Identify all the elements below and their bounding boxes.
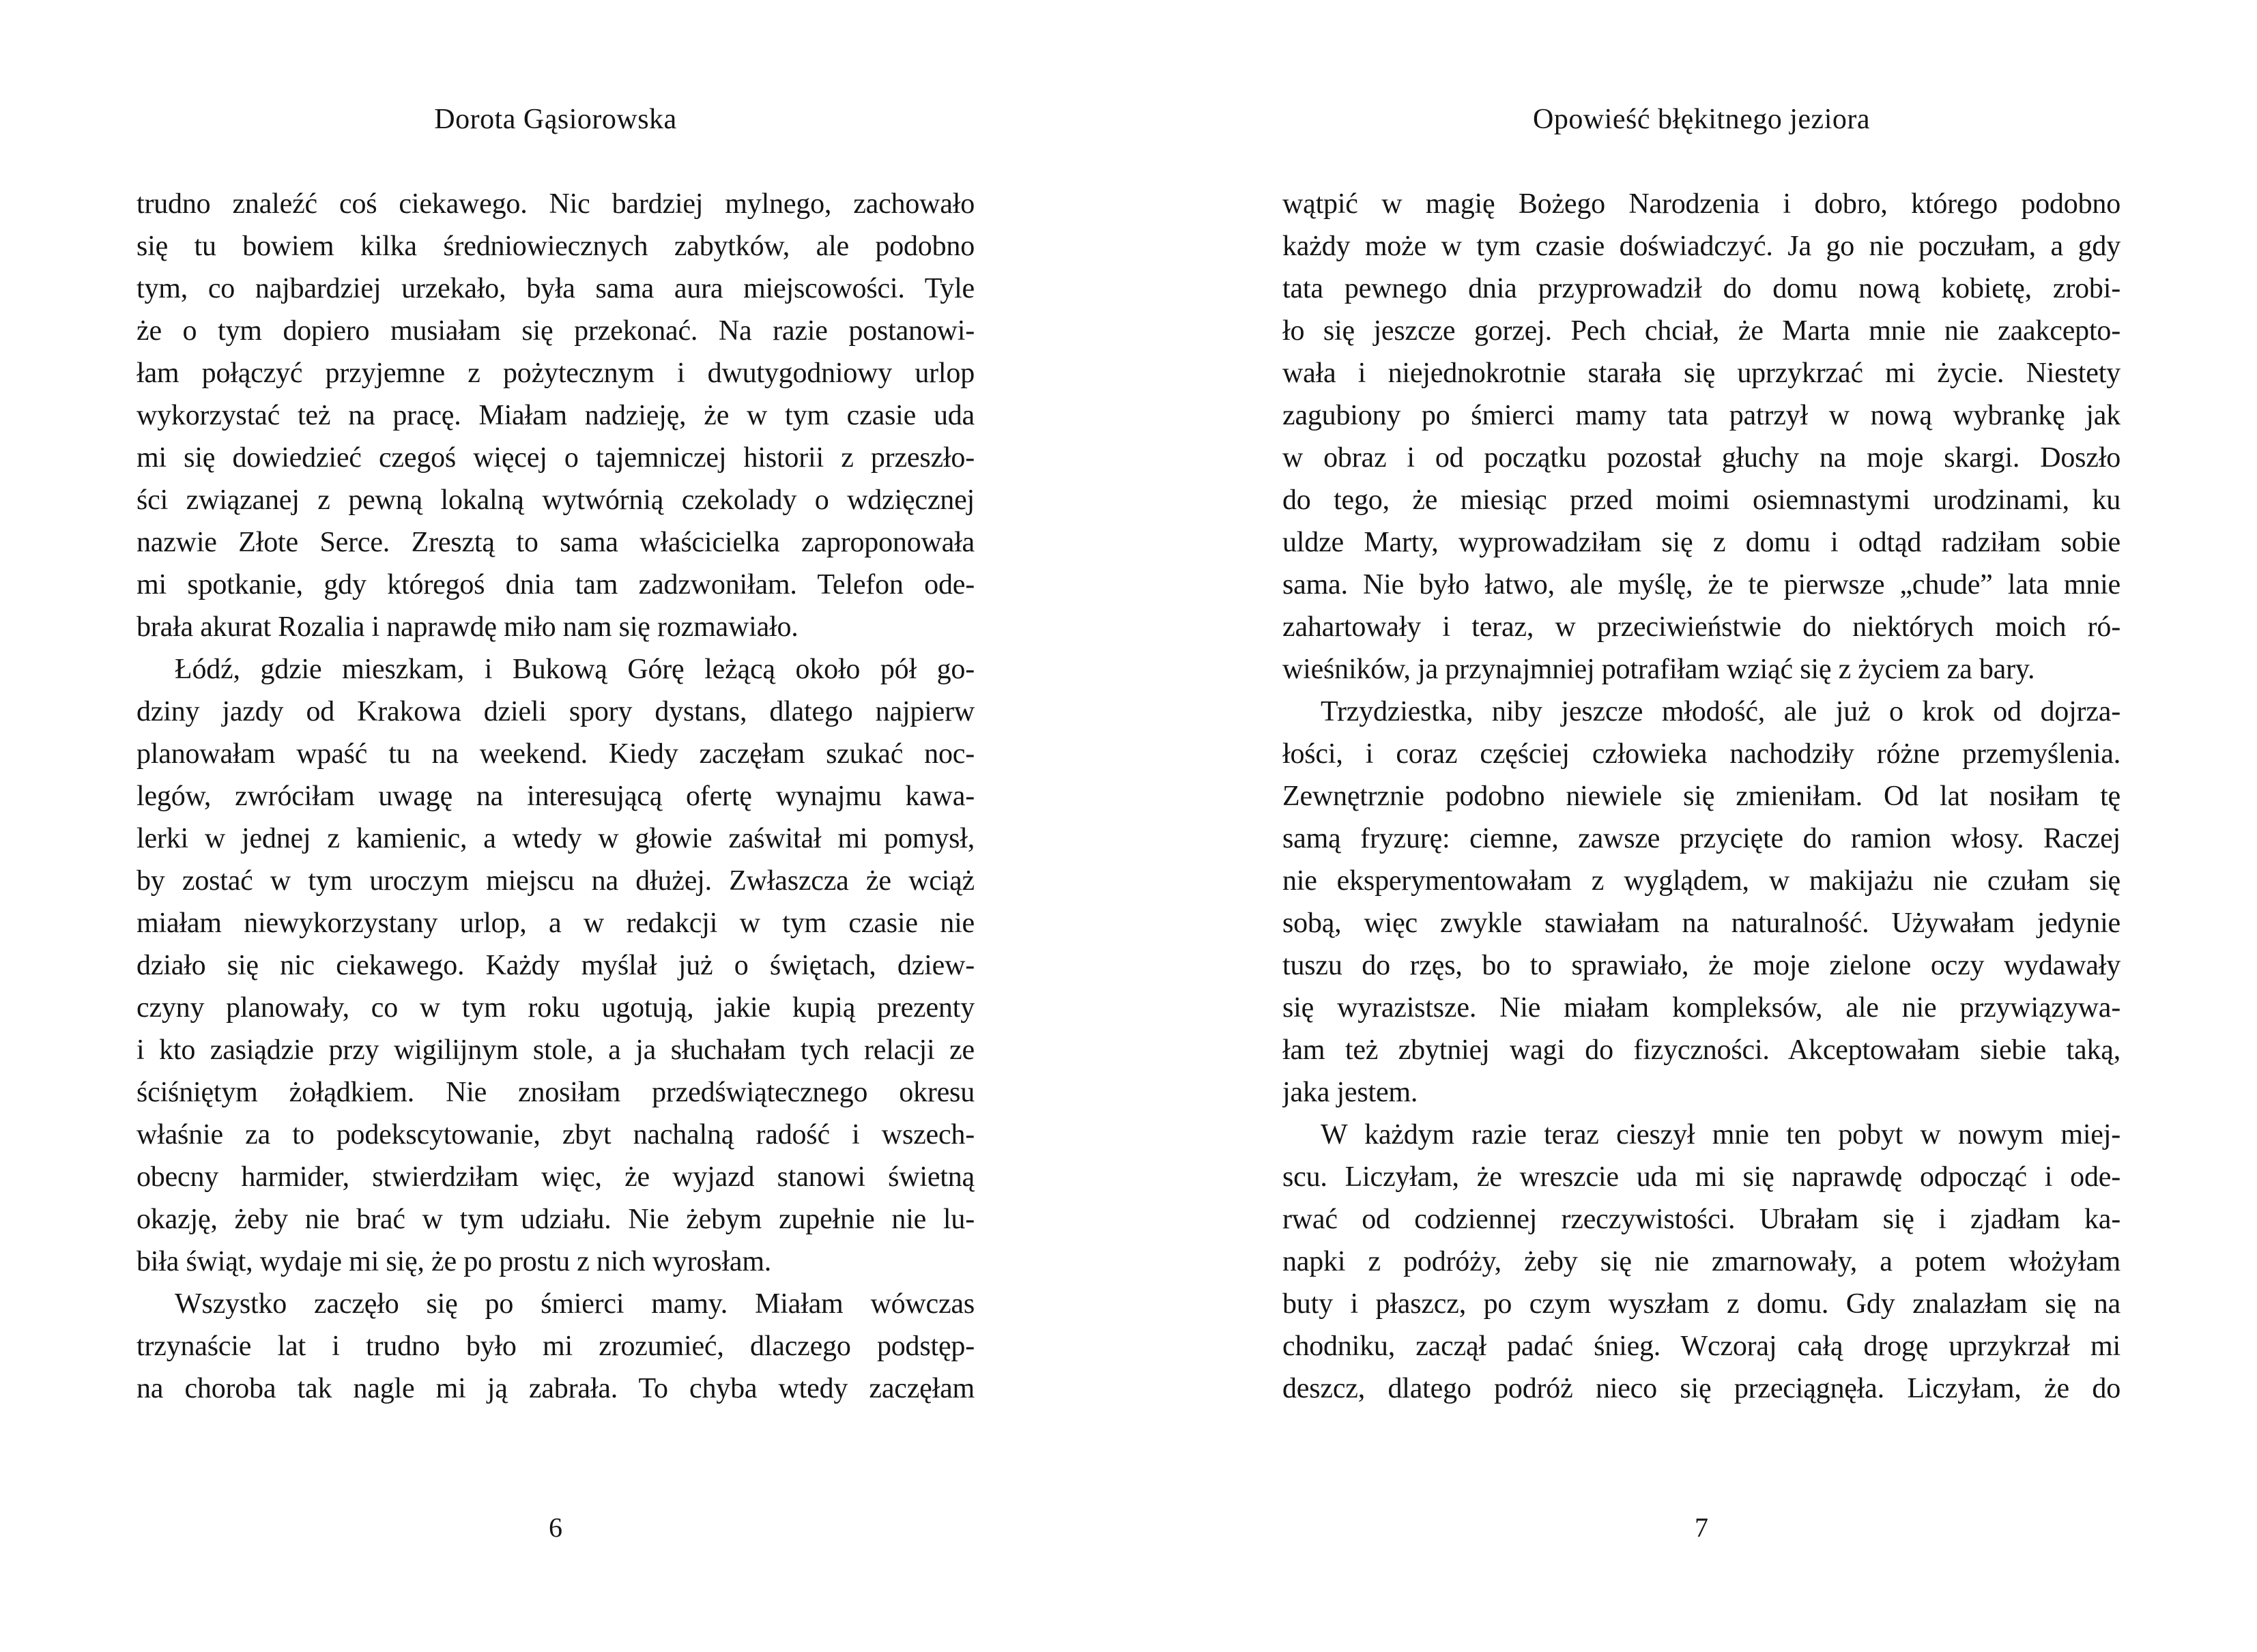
text-line: łości, i coraz częściej człowieka nachodziły różne przemyślenia. [1282, 738, 2121, 770]
text-line: zahartowały i teraz, w przeciwieństwie do niektórych moich ró- [1282, 611, 2121, 643]
text-line: tym, co najbardziej urzekało, była sama aura miejscowości. Tyle [136, 273, 975, 304]
text-line: wykorzystać też na pracę. Miałam nadzieję, że w tym czasie uda [136, 400, 975, 431]
right-page-number: 7 [1695, 1512, 1708, 1543]
left-page [0, 0, 1128, 1652]
text-line: Wszystko zaczęło się po śmierci mamy. Miałam wówczas [175, 1288, 975, 1320]
text-line: Trzydziestka, niby jeszcze młodość, ale już o krok od dojrza- [1321, 696, 2121, 727]
text-line: ści związanej z pewną lokalną wytwórnią czekolady o wdzięcznej [136, 484, 975, 516]
text-line: trzynaście lat i trudno było mi zrozumieć, dlaczego podstęp- [136, 1331, 975, 1362]
text-line: czyny planowały, co w tym roku ugotują, jakie kupią prezenty [136, 992, 975, 1024]
text-line: scu. Liczyłam, że wreszcie uda mi się naprawdę odpocząć i ode- [1282, 1161, 2121, 1193]
text-line: chodniku, zaczął padać śnieg. Wczoraj całą drogę uprzykrzał mi [1282, 1331, 2121, 1362]
text-line: ściśniętym żołądkiem. Nie znosiłam przedświątecznego okresu [136, 1077, 975, 1108]
left-running-header: Dorota Gąsiorowska [434, 104, 677, 135]
text-line: brała akurat Rozalia i naprawdę miło nam się rozmawiało. [136, 611, 799, 643]
text-line: sobą, więc zwykle stawiałam na naturalność. Używałam jedynie [1282, 908, 2121, 939]
text-line: w obraz i od początku pozostał głuchy na moje skargi. Doszło [1282, 442, 2121, 474]
text-line: wieśników, ja przynajmniej potrafiłam wziąć się z życiem za bary. [1282, 654, 2035, 685]
text-line: się tu bowiem kilka średniowiecznych zabytków, ale podobno [136, 231, 975, 262]
text-line: zagubiony po śmierci mamy tata patrzył w nową wybrankę jak [1282, 400, 2121, 431]
text-line: łam połączyć przyjemne z pożytecznym i dwutygodniowy urlop [136, 358, 975, 389]
text-line: dziny jazdy od Krakowa dzieli spory dystans, dlatego najpierw [136, 696, 975, 727]
text-line: wała i niejednokrotnie starała się uprzykrzać mi życie. Niestety [1282, 358, 2121, 389]
text-line: miałam niewykorzystany urlop, a w redakcji w tym czasie nie [136, 908, 975, 939]
text-line: okazję, żeby nie brać w tym udziału. Nie żebym zupełnie nie lu- [136, 1204, 975, 1235]
text-line: mi spotkanie, gdy któregoś dnia tam zadzwoniłam. Telefon ode- [136, 569, 975, 600]
text-line: uldze Marty, wyprowadziłam się z domu i odtąd radziłam sobie [1282, 527, 2121, 558]
text-line: ło się jeszcze gorzej. Pech chciał, że Marta mnie nie zaakcepto- [1282, 315, 2121, 347]
text-line: lerki w jednej z kamienic, a wtedy w głowie zaświtał mi pomysł, [136, 823, 975, 854]
text-line: wątpić w magię Bożego Narodzenia i dobro, którego podobno [1282, 188, 2121, 220]
text-line: i kto zasiądzie przy wigilijnym stole, a ja słuchałam tych relacji ze [136, 1034, 975, 1066]
text-line: trudno znaleźć coś ciekawego. Nic bardziej mylnego, zachowało [136, 188, 975, 220]
right-page [1129, 0, 2257, 1652]
text-line: się wyrazistsze. Nie miałam kompleksów, ale nie przywiązywa- [1282, 992, 2121, 1024]
text-line: jaka jestem. [1282, 1077, 1418, 1108]
left-page-number: 6 [549, 1512, 562, 1543]
text-line: do tego, że miesiąc przed moimi osiemnastymi urodzinami, ku [1282, 484, 2121, 516]
text-line: mi się dowiedzieć czegoś więcej o tajemniczej historii z przeszło- [136, 442, 975, 474]
text-line: nie eksperymentowałam z wyglądem, w makijażu nie czułam się [1282, 865, 2121, 897]
text-line: łam też zbytniej wagi do fizyczności. Akceptowałam siebie taką, [1282, 1034, 2121, 1066]
text-line: działo się nic ciekawego. Każdy myślał już o świętach, dziew- [136, 950, 975, 981]
text-line: napki z podróży, żeby się nie zmarnowały, a potem włożyłam [1282, 1246, 2121, 1277]
text-line: legów, zwróciłam uwagę na interesującą ofertę wynajmu kawa- [136, 781, 975, 812]
text-line: każdy może w tym czasie doświadczyć. Ja go nie poczułam, a gdy [1282, 231, 2121, 262]
text-line: tata pewnego dnia przyprowadził do domu nową kobietę, zrobi- [1282, 273, 2121, 304]
right-page-body [1282, 183, 2121, 1410]
text-line: W każdym razie teraz cieszył mnie ten pobyt w nowym miej- [1321, 1119, 2121, 1150]
text-line: samą fryzurę: ciemne, zawsze przycięte do ramion włosy. Raczej [1282, 823, 2121, 854]
text-line: tuszu do rzęs, bo to sprawiało, że moje zielone oczy wydawały [1282, 950, 2121, 981]
text-line: nazwie Złote Serce. Zresztą to sama właścicielka zaproponowała [136, 527, 975, 558]
text-line: na choroba tak nagle mi ją zabrała. To chyba wtedy zaczęłam [136, 1373, 975, 1404]
text-line: Łódź, gdzie mieszkam, i Bukową Górę leżącą około pół go- [175, 654, 975, 685]
text-line: deszcz, dlatego podróż nieco się przeciągnęła. Liczyłam, że do [1282, 1373, 2121, 1404]
text-line: sama. Nie było łatwo, ale myślę, że te pierwsze „chude” lata mnie [1282, 569, 2121, 600]
text-line: biła świąt, wydaje mi się, że po prostu z nich wyrosłam. [136, 1246, 772, 1277]
text-line: by zostać w tym uroczym miejscu na dłużej. Zwłaszcza że wciąż [136, 865, 975, 897]
text-line: buty i płaszcz, po czym wyszłam z domu. Gdy znalazłam się na [1282, 1288, 2121, 1320]
right-running-header: Opowieść błękitnego jeziora [1533, 104, 1870, 135]
text-line: właśnie za to podekscytowanie, zbyt nachalną radość i wszech- [136, 1119, 975, 1150]
left-page-body [136, 183, 975, 1410]
text-line: rwać od codziennej rzeczywistości. Ubrałam się i zjadłam ka- [1282, 1204, 2121, 1235]
text-line: planowałam wpaść tu na weekend. Kiedy zaczęłam szukać noc- [136, 738, 975, 770]
text-line: obecny harmider, stwierdziłam więc, że wyjazd stanowi świetną [136, 1161, 975, 1193]
text-line: Zewnętrznie podobno niewiele się zmieniłam. Od lat nosiłam tę [1282, 781, 2121, 812]
text-line: że o tym dopiero musiałam się przekonać. Na razie postanowi- [136, 315, 975, 347]
